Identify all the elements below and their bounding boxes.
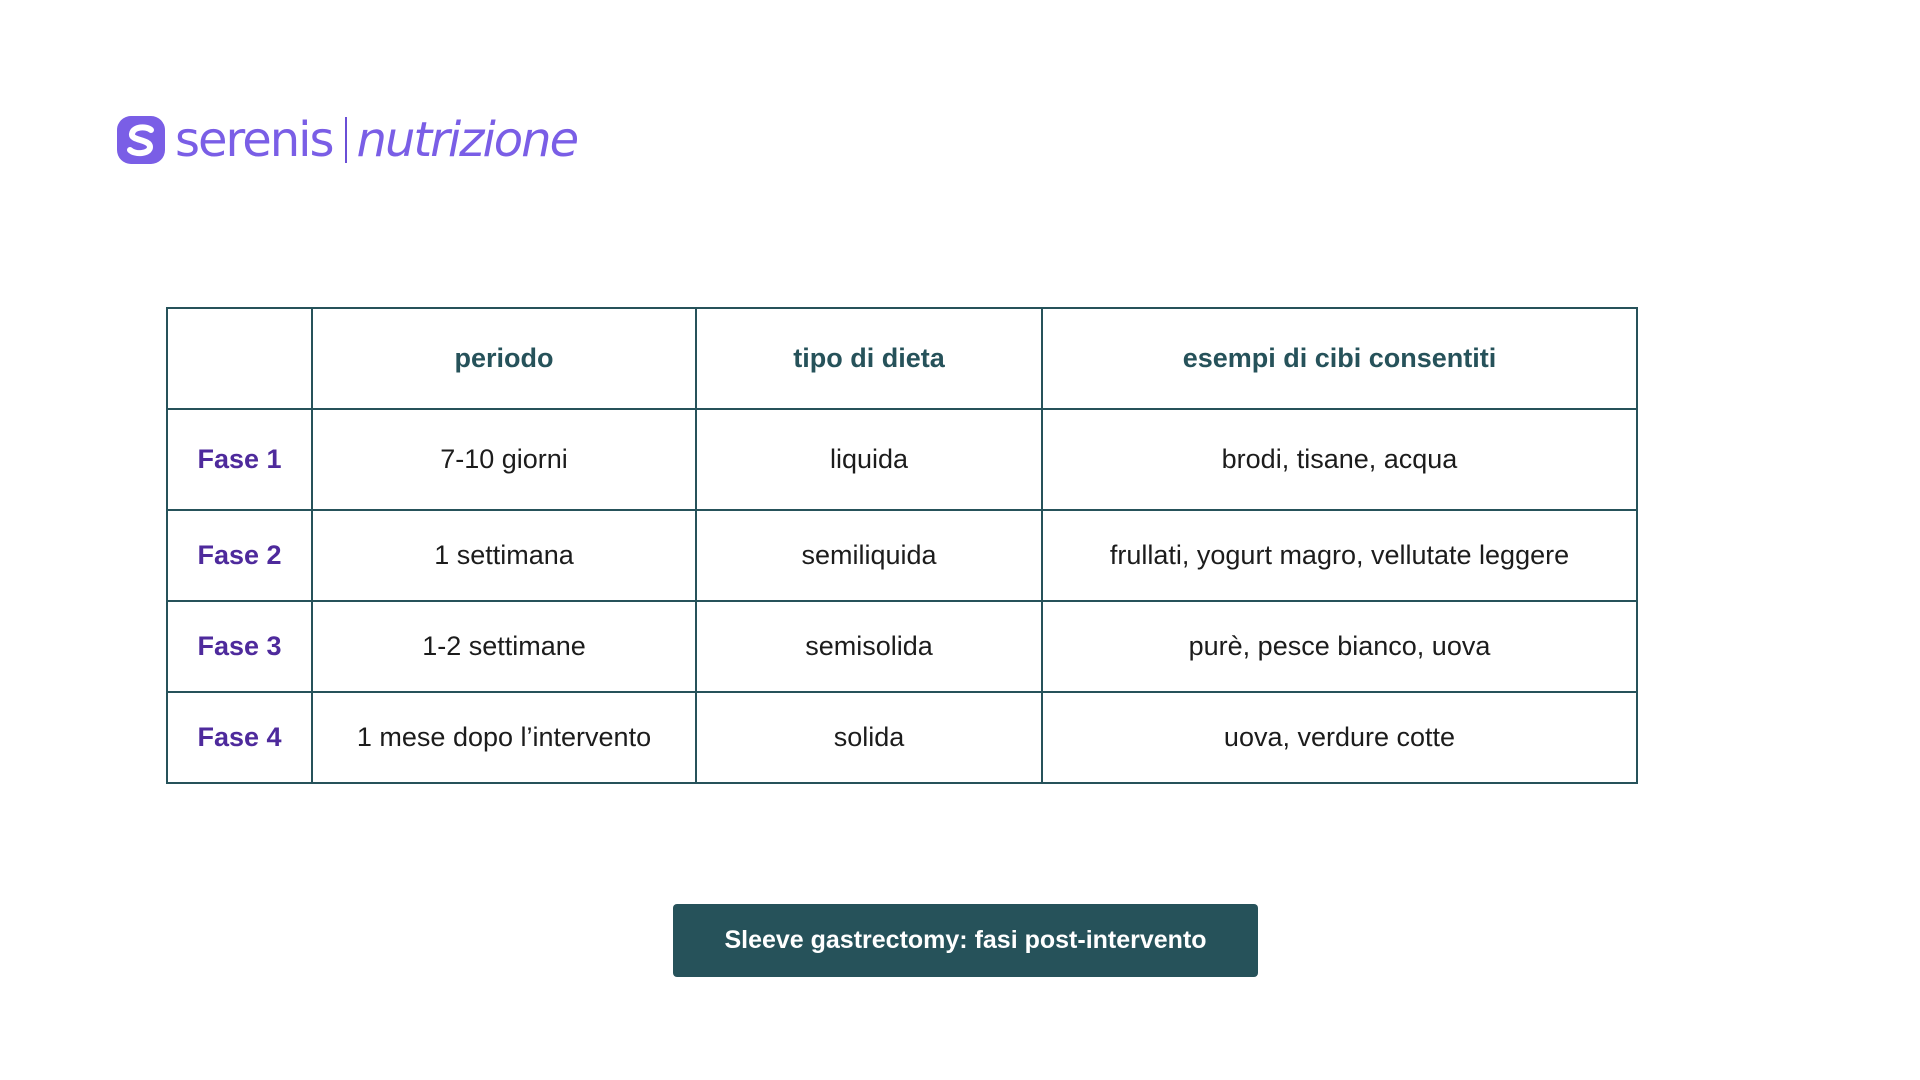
brand-name: serenis: [175, 112, 333, 168]
food-examples-cell: brodi, tisane, acqua: [1042, 409, 1637, 510]
table-header-row: [167, 308, 1637, 409]
table-row: [167, 601, 1637, 692]
diet-phases-table: [166, 307, 1638, 784]
period-cell: 1 settimana: [312, 510, 696, 601]
brand-divider: [345, 117, 347, 163]
header-food-examples: esempi di cibi consentiti: [1042, 308, 1637, 409]
header-empty-cell: [167, 308, 312, 409]
header-period: periodo: [312, 308, 696, 409]
diet-type-cell: semisolida: [696, 601, 1042, 692]
food-examples-cell: frullati, yogurt magro, vellutate leggere: [1042, 510, 1637, 601]
table-row: [167, 409, 1637, 510]
brand-subtitle: nutrizione: [356, 112, 578, 168]
phase-label: Fase 4: [167, 692, 312, 783]
phase-label: Fase 1: [167, 409, 312, 510]
period-cell: 7-10 giorni: [312, 409, 696, 510]
header-diet-type: tipo di dieta: [696, 308, 1042, 409]
period-cell: 1 mese dopo l’intervento: [312, 692, 696, 783]
phase-label: Fase 2: [167, 510, 312, 601]
diet-type-cell: solida: [696, 692, 1042, 783]
brand-logo: [117, 110, 577, 170]
diet-type-cell: semiliquida: [696, 510, 1042, 601]
table-row: [167, 510, 1637, 601]
phase-label: Fase 3: [167, 601, 312, 692]
period-cell: 1-2 settimane: [312, 601, 696, 692]
food-examples-cell: uova, verdure cotte: [1042, 692, 1637, 783]
food-examples-cell: purè, pesce bianco, uova: [1042, 601, 1637, 692]
table-caption-badge: Sleeve gastrectomy: fasi post-intervento: [673, 904, 1258, 977]
diet-type-cell: liquida: [696, 409, 1042, 510]
table-row: [167, 692, 1637, 783]
serenis-logo-icon: [117, 116, 165, 164]
